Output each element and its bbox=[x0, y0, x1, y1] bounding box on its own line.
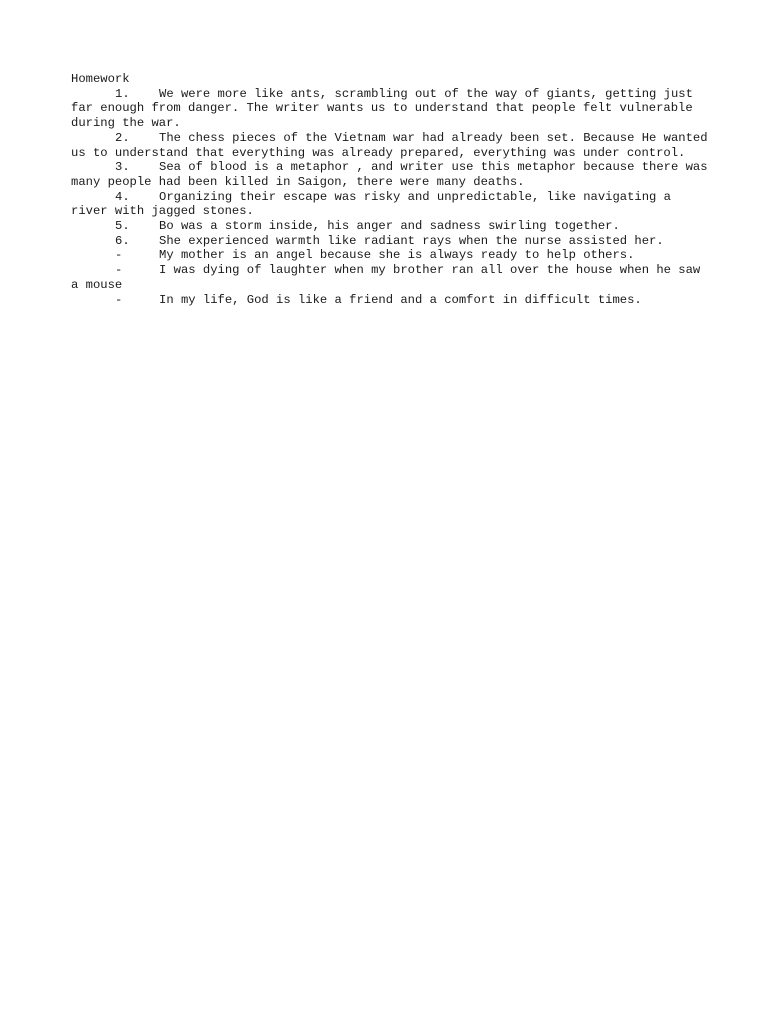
list-item bbox=[71, 160, 711, 189]
list-item-text: I was dying of laughter when my brother ran all over the house when he saw a mouse bbox=[71, 263, 701, 292]
list-item-text: My mother is an angel because she is always ready to help others. bbox=[159, 248, 635, 263]
list-item-text: In my life, God is like a friend and a comfort in difficult times. bbox=[159, 292, 642, 307]
list-marker: - bbox=[115, 248, 123, 263]
list-item bbox=[71, 293, 711, 308]
homework-list bbox=[71, 87, 711, 308]
list-item bbox=[71, 219, 711, 234]
list-item bbox=[71, 248, 711, 263]
list-item bbox=[71, 263, 711, 292]
list-marker: 5. bbox=[115, 219, 130, 234]
list-item bbox=[71, 190, 711, 219]
list-marker: 2. bbox=[115, 130, 130, 145]
list-item-text: Bo was a storm inside, his anger and sadness swirling together. bbox=[159, 219, 620, 234]
list-item-text: Organizing their escape was risky and unpredictable, like navigating a river with jagged stones. bbox=[71, 189, 671, 219]
list-item bbox=[71, 87, 711, 131]
document-title: Homework bbox=[71, 72, 130, 86]
list-item bbox=[71, 234, 711, 249]
list-item-text: She experienced warmth like radiant rays when the nurse assisted her. bbox=[159, 233, 664, 248]
list-marker: 4. bbox=[115, 189, 130, 204]
list-marker: 1. bbox=[115, 86, 130, 101]
list-item bbox=[71, 131, 711, 160]
list-item-text: The chess pieces of the Vietnam war had already been set. Because He wanted us to understand that everything was already prepared, everything was under control. bbox=[71, 130, 708, 160]
list-item-text: We were more like ants, scrambling out of the way of giants, getting just far enough from danger. The writer wants us to understand that people felt vulnerable during the war. bbox=[71, 86, 693, 131]
list-marker: 3. bbox=[115, 160, 130, 175]
list-marker: 6. bbox=[115, 233, 130, 248]
list-marker: - bbox=[115, 263, 123, 278]
list-item-text: Sea of blood is a metaphor , and writer use this metaphor because there was many people had been killed in Saigon, there were many deaths. bbox=[71, 160, 708, 189]
list-marker: - bbox=[115, 292, 123, 307]
document-page bbox=[71, 72, 711, 307]
